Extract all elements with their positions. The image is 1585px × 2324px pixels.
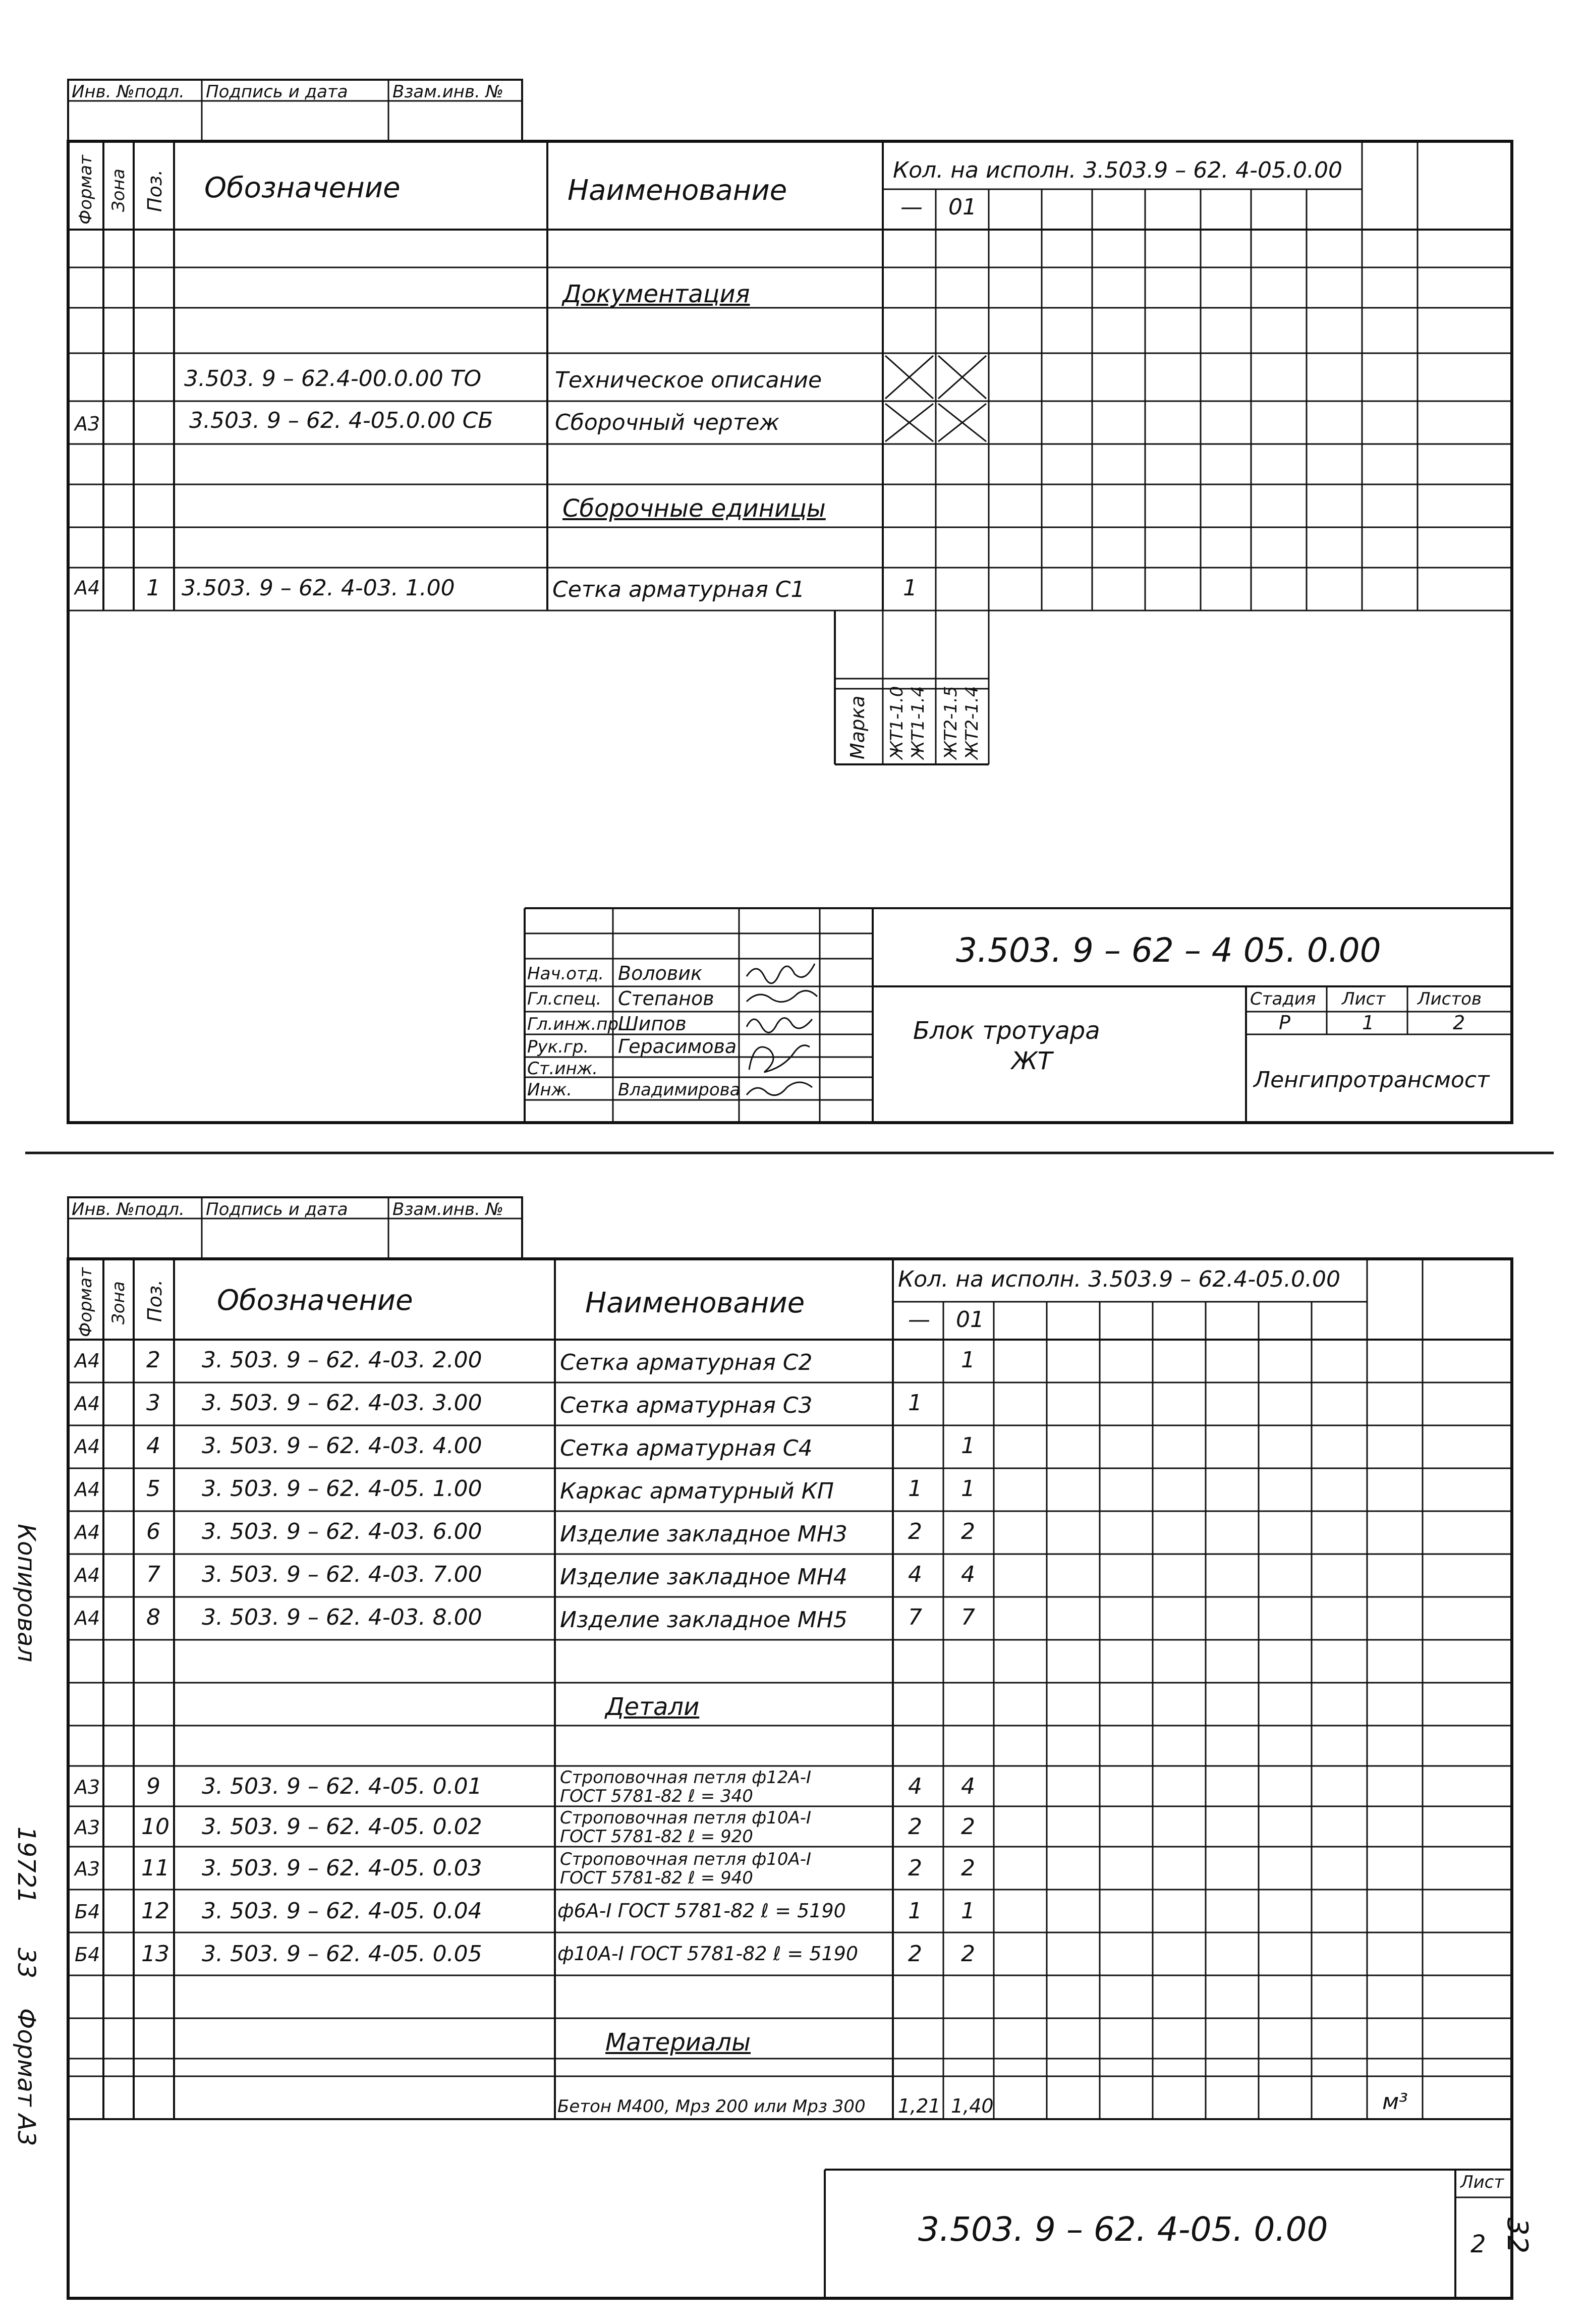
stamp-podpis: Подпись и дата — [206, 1199, 348, 1220]
header-poz: Поз. — [144, 1279, 166, 1322]
row-name-line2: ГОСТ 5781-82 ℓ = 340 — [560, 1786, 753, 1806]
row-format: А4 — [75, 1478, 100, 1501]
marka-b2: ЖТ2-1.4 — [962, 686, 982, 759]
row-name: Сетка арматурная С1 — [552, 577, 805, 602]
row-format: Б4 — [75, 1901, 100, 1923]
margin-page: 33 — [12, 1948, 40, 1979]
header-col-b: 01 — [956, 1307, 984, 1333]
footer-sheet-label: Лист — [1460, 2172, 1504, 2192]
sheets-label: Листов — [1418, 989, 1482, 1009]
page-number: 32 — [1501, 2218, 1534, 2254]
row-qty-2: 7 — [961, 1604, 975, 1630]
row-position: 10 — [141, 1814, 169, 1840]
stamp-vzam: Взам.инв. № — [392, 82, 504, 102]
header-zona: Зона — [108, 169, 129, 212]
marka-b1: ЖТ2-1.5 — [941, 686, 961, 759]
title-code: 3.503. 9 – 62 – 4 05. 0.00 — [956, 931, 1381, 970]
row-qty-2: 2 — [961, 1855, 975, 1881]
row-name: Строповочная петля ф12А-I — [560, 1767, 812, 1788]
row-format: Б4 — [75, 1944, 100, 1966]
row-name-line2: ГОСТ 5781-82 ℓ = 920 — [560, 1827, 753, 1847]
row-unit: м³ — [1382, 2089, 1408, 2115]
row-qty-2: 1,40 — [951, 2095, 994, 2117]
header-col-b: 01 — [948, 194, 977, 220]
row-name: Строповочная петля ф10А-I — [560, 1849, 812, 1869]
marka-a1: ЖТ1-1.0 — [887, 686, 907, 759]
person-role: Нач.отд. — [527, 964, 604, 984]
header-col-a: — — [908, 1307, 930, 1333]
row-qty-1: 4 — [908, 1774, 922, 1799]
row-designation: 3. 503. 9 – 62. 4-05. 0.02 — [202, 1814, 482, 1840]
row-position: 3 — [146, 1390, 160, 1416]
header-kol-title: Кол. на исполн. 3.503.9 – 62.4-05.0.00 — [898, 1266, 1341, 1292]
header-poz: Поз. — [144, 169, 166, 212]
stamp-inv-podl: Инв. №подл. — [72, 1199, 185, 1220]
row-designation: 3.503. 9 – 62. 4-03. 1.00 — [182, 575, 455, 601]
row-qty-1: 1 — [908, 1898, 922, 1924]
row-designation: 3. 503. 9 – 62. 4-03. 2.00 — [202, 1347, 482, 1373]
row-qty-2: 2 — [961, 1941, 975, 1967]
row-qty-1: 1,21 — [898, 2095, 941, 2117]
row-designation: 3. 503. 9 – 62. 4-05. 0.05 — [202, 1941, 482, 1967]
header-naimenovanie: Наименование — [585, 1287, 805, 1319]
row-qty-1: 2 — [908, 1814, 922, 1840]
row-name: Сборочный чертеж — [555, 410, 780, 435]
row-name: Сетка арматурная С3 — [560, 1393, 813, 1418]
row-designation: 3. 503. 9 – 62. 4-05. 0.01 — [202, 1774, 482, 1799]
margin-format: Формат А3 — [12, 2008, 40, 2146]
row-name: Строповочная петля ф10А-I — [560, 1808, 812, 1828]
row-qty-1: 7 — [908, 1604, 922, 1630]
person-name: Степанов — [618, 987, 714, 1010]
header-oboznachenie: Обозначение — [217, 1284, 413, 1317]
row-name: Техническое описание — [555, 367, 822, 393]
row-designation: 3. 503. 9 – 62. 4-05. 1.00 — [202, 1476, 482, 1502]
section-assembly-units: Сборочные единицы — [562, 494, 826, 523]
row-position: 12 — [141, 1898, 169, 1924]
margin-kopiroval: Копировал — [12, 1524, 40, 1663]
row-designation: 3. 503. 9 – 62. 4-03. 3.00 — [202, 1390, 482, 1416]
row-designation: 3. 503. 9 – 62. 4-05. 0.04 — [202, 1898, 482, 1924]
row-qty-2: 1 — [961, 1433, 975, 1459]
person-name: Герасимова — [618, 1035, 737, 1058]
signature — [747, 1082, 812, 1095]
row-position: 9 — [146, 1774, 160, 1799]
row-designation: 3.503. 9 – 62. 4-05.0.00 СБ — [189, 408, 493, 433]
row-position: 1 — [146, 575, 160, 601]
row-designation: 3. 503. 9 – 62. 4-05. 0.03 — [202, 1855, 482, 1881]
signature — [747, 991, 817, 1002]
row-position: 7 — [146, 1562, 160, 1587]
row-qty-2: 1 — [961, 1898, 975, 1924]
stamp-inv-podl: Инв. №подл. — [72, 82, 185, 102]
row-format: А4 — [75, 1435, 100, 1458]
sheets-value: 2 — [1453, 1012, 1465, 1034]
row-format: А4 — [75, 1564, 100, 1586]
title-product-mark: ЖТ — [1011, 1047, 1053, 1075]
row-name-line2: ГОСТ 5781-82 ℓ = 940 — [560, 1868, 753, 1888]
margin-order: 19721 — [12, 1827, 40, 1904]
header-oboznachenie: Обозначение — [204, 172, 401, 204]
stage-value: Р — [1279, 1012, 1290, 1034]
row-name: Сетка арматурная С2 — [560, 1350, 813, 1375]
footer-code: 3.503. 9 – 62. 4-05. 0.00 — [918, 2210, 1328, 2249]
row-qty-2: 1 — [961, 1476, 975, 1502]
signature — [747, 964, 815, 983]
header-kol-title: Кол. на исполн. 3.503.9 – 62. 4-05.0.00 — [893, 157, 1342, 183]
row-position: 5 — [146, 1476, 160, 1502]
header-naimenovanie: Наименование — [568, 174, 787, 207]
header-format: Формат — [76, 155, 96, 225]
row-qty-2: 4 — [961, 1774, 975, 1799]
person-role: Ст.инж. — [527, 1059, 598, 1079]
row-format: А3 — [75, 1776, 100, 1798]
row-qty-1: 1 — [908, 1390, 922, 1416]
row-format: А4 — [75, 1393, 100, 1415]
row-designation: 3.503. 9 – 62.4-00.0.00 ТО — [184, 366, 482, 392]
footer-sheet-value: 2 — [1470, 2230, 1486, 2258]
row-position: 4 — [146, 1433, 160, 1459]
row-position: 11 — [141, 1855, 169, 1881]
row-format: А4 — [75, 1350, 100, 1372]
row-name: Бетон М400, Мрз 200 или Мрз 300 — [557, 2096, 866, 2117]
row-designation: 3. 503. 9 – 62. 4-03. 8.00 — [202, 1604, 482, 1630]
row-format: А4 — [75, 1607, 100, 1629]
row-qty-1: 1 — [903, 575, 917, 601]
section-materials: Материалы — [605, 2028, 751, 2057]
row-qty-2: 1 — [961, 1347, 975, 1373]
header-format: Формат — [76, 1267, 96, 1337]
row-qty-1: 4 — [908, 1562, 922, 1587]
row-name: Сетка арматурная С4 — [560, 1435, 813, 1461]
sheet-value: 1 — [1362, 1012, 1375, 1034]
sheet-label: Лист — [1342, 989, 1386, 1009]
marka-a2: ЖТ1-1.4 — [908, 686, 928, 759]
marka-label: Марка — [846, 695, 869, 759]
person-name: Владимирова — [618, 1080, 741, 1100]
row-qty-1: 2 — [908, 1855, 922, 1881]
row-name: ф6А-I ГОСТ 5781-82 ℓ = 5190 — [557, 1900, 846, 1922]
row-name: Каркас арматурный КП — [560, 1478, 834, 1504]
person-name: Шипов — [618, 1013, 687, 1035]
row-name: Изделие закладное МН5 — [560, 1607, 847, 1633]
section-details: Детали — [605, 1693, 700, 1721]
section-documentation: Документация — [562, 280, 750, 308]
person-role: Гл.инж.пр. — [527, 1014, 624, 1034]
row-designation: 3. 503. 9 – 62. 4-03. 6.00 — [202, 1519, 482, 1544]
signature — [747, 1018, 812, 1033]
row-format: А3 — [75, 1858, 100, 1880]
row-position: 6 — [146, 1519, 160, 1544]
signature — [749, 1045, 810, 1072]
row-designation: 3. 503. 9 – 62. 4-03. 7.00 — [202, 1562, 482, 1587]
row-position: 2 — [146, 1347, 160, 1373]
row-qty-2: 4 — [961, 1562, 975, 1587]
header-zona: Зона — [108, 1281, 129, 1324]
row-position: 8 — [146, 1604, 160, 1630]
row-name: Изделие закладное МН4 — [560, 1564, 847, 1590]
row-name: Изделие закладное МН3 — [560, 1521, 847, 1547]
stamp-podpis: Подпись и дата — [206, 82, 348, 102]
person-name: Воловик — [618, 962, 702, 984]
stamp-vzam: Взам.инв. № — [392, 1199, 504, 1220]
row-qty-2: 2 — [961, 1519, 975, 1544]
row-qty-2: 2 — [961, 1814, 975, 1840]
title-product: Блок тротуара — [913, 1017, 1100, 1045]
person-role: Гл.спец. — [527, 989, 602, 1009]
header-col-a: — — [900, 194, 923, 220]
organization: Ленгипротрансмост — [1254, 1067, 1490, 1093]
stage-label: Стадия — [1250, 989, 1316, 1009]
row-format: А3 — [75, 413, 100, 435]
row-format: А4 — [75, 577, 100, 599]
person-role: Инж. — [527, 1080, 573, 1100]
row-format: А4 — [75, 1521, 100, 1543]
row-designation: 3. 503. 9 – 62. 4-03. 4.00 — [202, 1433, 482, 1459]
row-position: 13 — [141, 1941, 169, 1967]
row-format: А3 — [75, 1816, 100, 1839]
row-qty-1: 2 — [908, 1941, 922, 1967]
person-role: Рук.гр. — [527, 1037, 589, 1057]
row-name: ф10А-I ГОСТ 5781-82 ℓ = 5190 — [557, 1943, 858, 1965]
row-qty-1: 1 — [908, 1476, 922, 1502]
row-qty-1: 2 — [908, 1519, 922, 1544]
